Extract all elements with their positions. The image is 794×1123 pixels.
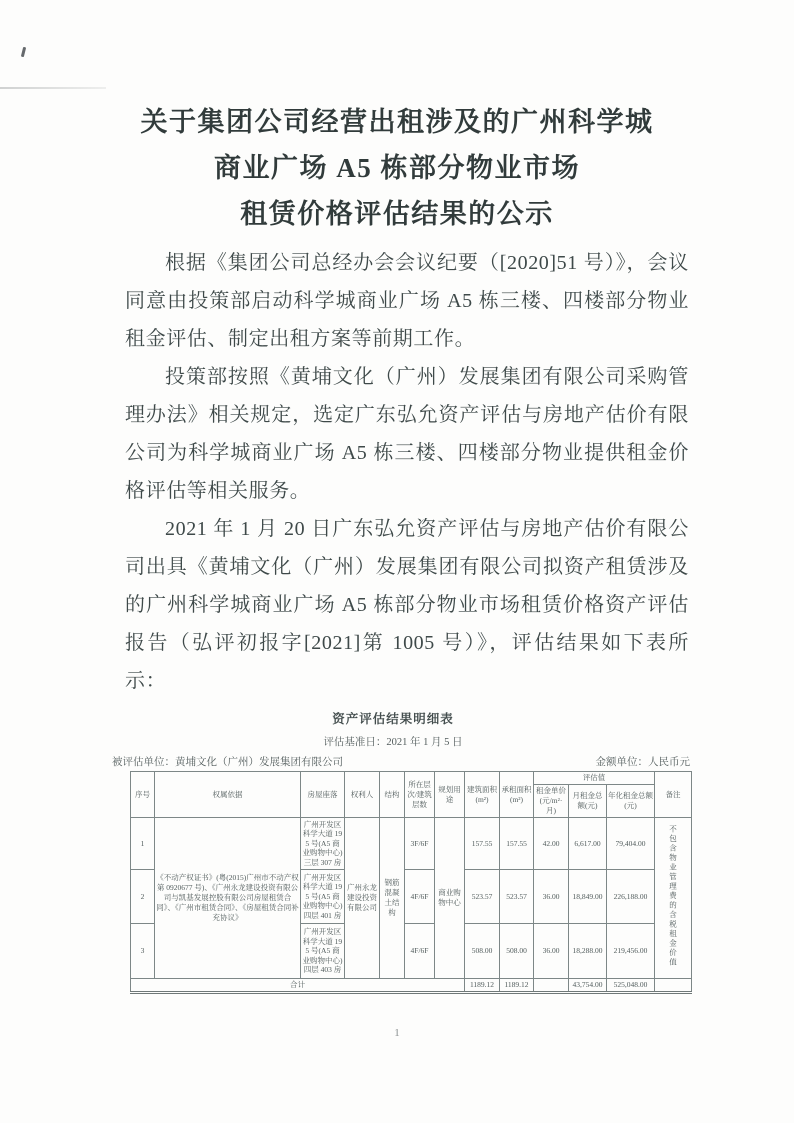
remark-vertical-text: 不包含物业管理费的含税租金价值 <box>668 825 678 968</box>
row-2-floor: 4F/6F <box>405 870 435 924</box>
merged-remark-cell <box>655 818 692 979</box>
header-cell-leased-area: 承租面积(m²) <box>500 772 534 818</box>
document-body <box>125 244 689 700</box>
row-3-seq: 3 <box>131 924 155 979</box>
header-cell-structure: 结构 <box>380 772 405 818</box>
row-2-unit-price: 36.00 <box>534 870 569 924</box>
assessment-table-section <box>88 709 698 994</box>
header-cell-eval-group: 评估值 <box>534 772 655 785</box>
row-3-annual-rent: 219,456.00 <box>607 924 655 979</box>
page-number: 1 <box>394 1027 400 1039</box>
pen-mark <box>21 47 26 57</box>
paragraph-1: 根据《集团公司总经办会会议纪要（[2020]51 号）》，会议同意由投策部启动科学城商业广场 A5 栋三楼、四楼部分物业租金评估、制定出租方案等前期工作。 <box>125 252 689 350</box>
merged-owner-cell: 广州永龙建设投资有限公司 <box>345 818 380 979</box>
header-cell-monthly-rent: 月租金总额(元) <box>569 785 607 818</box>
row-3-monthly-rent: 18,288.00 <box>569 924 607 979</box>
header-cell-use: 规划用途 <box>435 772 465 818</box>
scan-artifact-line <box>0 87 106 89</box>
header-cell-floor: 所在层次/建筑层数 <box>405 772 435 818</box>
table-title: 资产评估结果明细表 <box>332 712 454 726</box>
row-1-floor: 3F/6F <box>405 818 435 870</box>
row-3-built-area: 508.00 <box>465 924 500 979</box>
total-leased-area: 1189.12 <box>500 979 534 993</box>
header-cell-unit-price: 租金单价(元/m²·月) <box>534 785 569 818</box>
header-cell-basis: 权属依据 <box>155 772 301 818</box>
document-title-line-2: 商业广场 A5 栋部分物业市场 <box>214 153 580 183</box>
row-3-location: 广州开发区科学大道 195 号(A5 商业购物中心)四层 403 房 <box>301 924 345 979</box>
table-unit-line <box>88 754 698 771</box>
row-2-monthly-rent: 18,849.00 <box>569 870 607 924</box>
table-total-row <box>131 979 692 993</box>
row-3-unit-price: 36.00 <box>534 924 569 979</box>
header-cell-owner: 权利人 <box>345 772 380 818</box>
row-1-location: 广州开发区科学大道 195 号(A5 商业购物中心)三层 307 房 <box>301 818 345 870</box>
row-1-unit-price: 42.00 <box>534 818 569 870</box>
document-title-line-3: 租赁价格评估结果的公示 <box>240 199 554 229</box>
row-1-annual-rent: 79,404.00 <box>607 818 655 870</box>
row-2-location: 广州开发区科学大道 195 号(A5 商业购物中心)四层 401 房 <box>301 870 345 924</box>
row-3-floor: 4F/6F <box>405 924 435 979</box>
merged-basis-cell: 《不动产权证书》(粤(2015)广州市不动产权第 0920677 号)、《广州永龙建设投资有限公司与凯基发展控股有限公司房屋租赁合同》、《广州市租赁合同》、《房屋租赁合同补充协议》 <box>155 818 301 979</box>
row-1-built-area: 157.55 <box>465 818 500 870</box>
paragraph-3: 2021 年 1 月 20 日广东弘允资产评估与房地产估价有限公司出具《黄埔文化（广州）发展集团有限公司拟资产租赁涉及的广州科学城商业广场 A5 栋部分物业市场租赁价格资产评估报告（弘评初报字[2021]第 1005 号）》，评估结果如下表所示： <box>125 518 689 692</box>
header-cell-remark: 备注 <box>655 772 692 818</box>
merged-structure-cell: 钢筋混凝土结构 <box>380 818 405 979</box>
total-monthly-rent: 43,754.00 <box>569 979 607 993</box>
merged-use-cell: 商业购物中心 <box>435 818 465 979</box>
row-3-leased-area: 508.00 <box>500 924 534 979</box>
header-cell-seq: 序号 <box>131 772 155 818</box>
total-annual-rent: 525,048.00 <box>607 979 655 993</box>
total-label-cell: 合计 <box>131 979 465 993</box>
total-built-area: 1189.12 <box>465 979 500 993</box>
table-row-1 <box>131 818 692 870</box>
row-1-monthly-rent: 6,617.00 <box>569 818 607 870</box>
header-cell-built-area: 建筑面积(m²) <box>465 772 500 818</box>
document-title <box>0 99 794 237</box>
table-base-date: 评估基准日：2021 年 1 月 5 日 <box>323 737 463 748</box>
header-row-1 <box>131 772 692 785</box>
assessment-table <box>130 771 692 994</box>
row-2-built-area: 523.57 <box>465 870 500 924</box>
row-1-seq: 1 <box>131 818 155 870</box>
row-2-annual-rent: 226,188.00 <box>607 870 655 924</box>
row-2-seq: 2 <box>131 870 155 924</box>
row-2-leased-area: 523.57 <box>500 870 534 924</box>
document-title-line-1: 关于集团公司经营出租涉及的广州科学城 <box>140 107 654 137</box>
header-cell-annual-rent: 年化租金总额(元) <box>607 785 655 818</box>
paragraph-2: 投策部按照《黄埔文化（广州）发展集团有限公司采购管理办法》相关规定，选定广东弘允资产评估与房地产估价有限公司为科学城商业广场 A5 栋三楼、四楼部分物业提供租金价格评估等相关服务。 <box>125 366 689 502</box>
evaluated-unit-label: 被评估单位：黄埔文化（广州）发展集团有限公司 <box>112 757 343 768</box>
row-1-leased-area: 157.55 <box>500 818 534 870</box>
total-remark-empty <box>655 979 692 993</box>
total-unit-price-empty <box>534 979 569 993</box>
header-cell-location: 房屋座落 <box>301 772 345 818</box>
currency-unit-label: 金额单位：人民币元 <box>595 757 690 768</box>
